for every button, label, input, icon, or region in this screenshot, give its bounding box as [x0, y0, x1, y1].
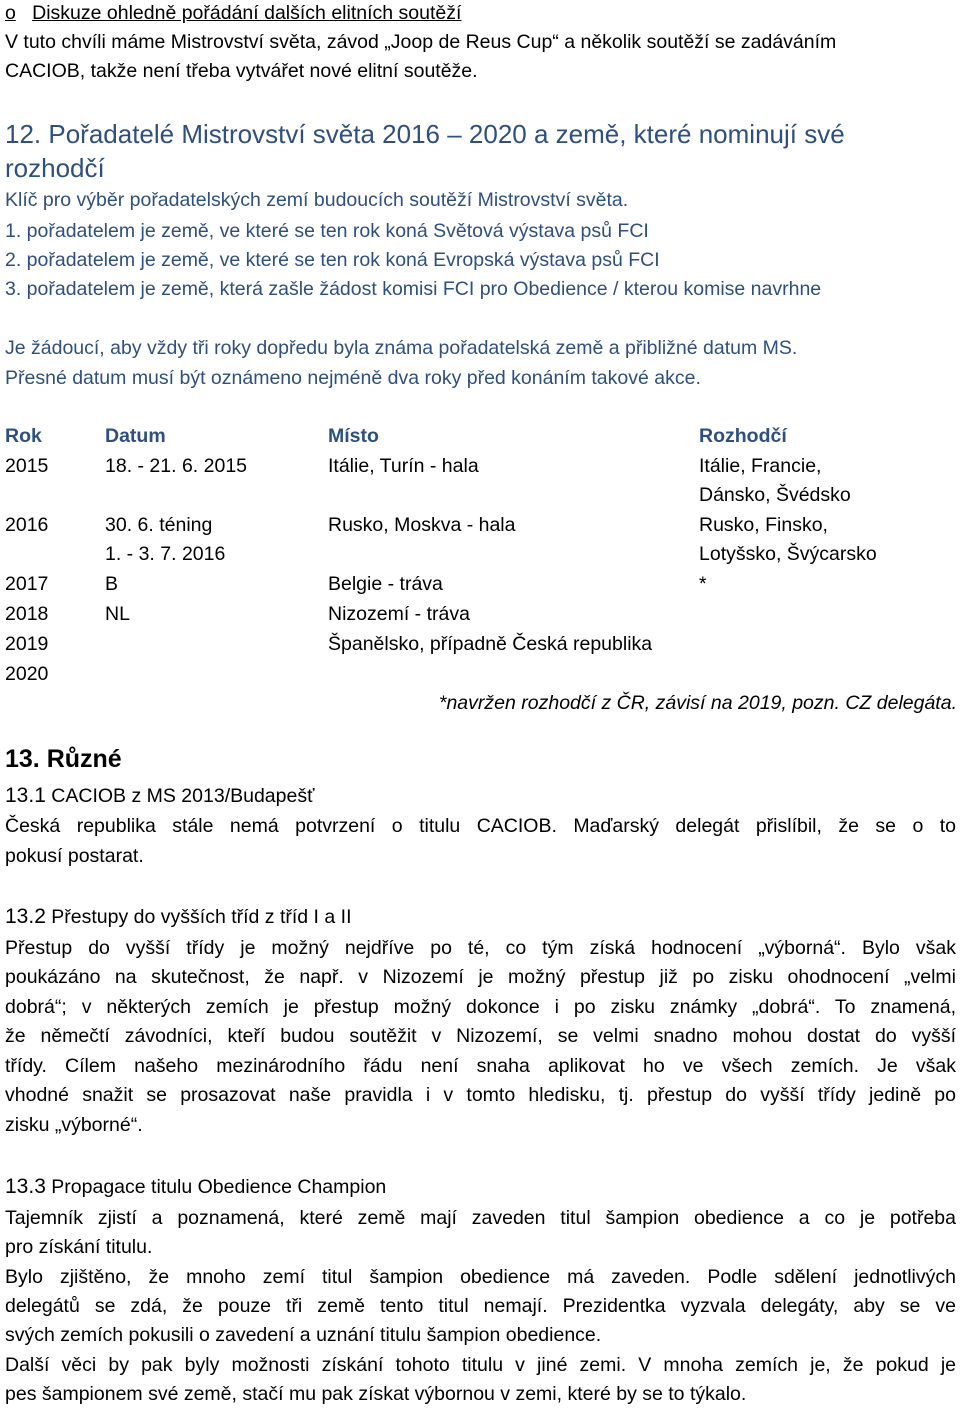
paragraph-line: delegátů se zdá, že pouze tři země tento titul nemají. Prezidentka vyzvala delegáty, aby se ve: [5, 1295, 956, 1317]
subsection-number: 13.3: [5, 1175, 46, 1198]
bullet-marker: o: [5, 2, 16, 24]
rule-2: 2. pořadatelem je země, ve které se ten rok koná Evropská výstava psů FCI: [5, 249, 660, 271]
paragraph-line: Tajemník zjistí a poznamená, které země mají zaveden titul šampion obedience a co je potřeba: [5, 1207, 956, 1229]
table-cell-rozhodci-cont: Dánsko, Švédsko: [699, 484, 851, 506]
table-cell-rozhodci: *: [699, 573, 707, 595]
table-footnote: *navržen rozhodčí z ČR, závisí na 2019, pozn. CZ delegáta.: [438, 692, 957, 714]
subsection-title: Propagace titulu Obedience Champion: [45, 1176, 387, 1198]
table-cell-rok: 2015: [5, 455, 49, 477]
paragraph-line: pro získání titulu.: [5, 1236, 153, 1258]
paragraph-line: poukázáno na skutečnost, že např. v Nizozemí je možný přestup již po zisku ohodnocení „velmi: [5, 966, 956, 988]
table-header-rozhodci: Rozhodčí: [699, 425, 787, 447]
note-2: Přesné datum musí být oznámeno nejméně dva roky před konáním takové akce.: [5, 367, 701, 389]
bullet-heading: [5, 0, 461, 26]
paragraph-line: zisku „výborné“.: [5, 1114, 143, 1136]
section-12-title: 12. Pořadatelé Mistrovství světa 2016 – 2020 a země, které nominují své: [5, 119, 845, 149]
subsection-13-2-heading: [5, 904, 352, 930]
section-heading: Diskuze ohledně pořádání dalších elitních soutěží: [32, 2, 462, 24]
paragraph-line: vhodné snažit se prosazovat naše pravidla i v tomto hledisku, tj. přestup do vyšší třídy jedině po: [5, 1084, 956, 1106]
paragraph-line: svých zemích pokusili o zavedení a uznání titulu šampion obedience.: [5, 1324, 602, 1346]
note-1: Je žádoucí, aby vždy tři roky dopředu byla známa pořadatelská země a přibližné datum MS.: [5, 337, 798, 359]
table-cell-datum: 18. - 21. 6. 2015: [105, 455, 248, 477]
table-cell-rozhodci-cont: Lotyšsko, Švýcarsko: [699, 543, 877, 565]
table-header-rok: Rok: [5, 425, 42, 447]
table-cell-rok: 2019: [5, 633, 49, 655]
rule-3: 3. pořadatelem je země, která zašle žádost komisi FCI pro Obedience / kterou komise navrhne: [5, 278, 822, 300]
table-cell-rozhodci: Itálie, Francie,: [699, 455, 822, 477]
paragraph-line: Přestup do vyšší třídy je možný nejdříve po té, co tým získá hodnocení „výborná“. Bylo však: [5, 937, 956, 959]
table-cell-misto: Belgie - tráva: [328, 573, 443, 595]
table-cell-misto: Španělsko, případně Česká republika: [328, 633, 653, 655]
paragraph-line: třídy. Cílem našeho mezinárodního řádu není snaha aplikovat ho ve všech zemích. Je však: [5, 1055, 956, 1077]
table-cell-datum: NL: [105, 603, 130, 625]
paragraph-line: pes šampionem své země, stačí mu pak získat výbornou v zemi, které by se to týkalo.: [5, 1383, 747, 1405]
paragraph-line: Další věci by pak byly možnosti získání tohoto titulu v jiné zemi. V mnoha zemích je, že pokud je: [5, 1354, 956, 1376]
table-cell-misto: Itálie, Turín - hala: [328, 455, 479, 477]
table-cell-datum: 30. 6. téning: [105, 514, 213, 536]
section-12-title-cont: rozhodčí: [5, 153, 105, 183]
subsection-title: Přestupy do vyšších tříd z tříd I a II: [45, 906, 352, 928]
table-cell-rok: 2016: [5, 514, 49, 536]
table-cell-rok: 2018: [5, 603, 49, 625]
paragraph-line: V tuto chvíli máme Mistrovství světa, závod „Joop de Reus Cup“ a několik soutěží se zadáváním: [5, 31, 837, 53]
subsection-number: 13.2: [5, 905, 46, 928]
table-cell-misto: Nizozemí - tráva: [328, 603, 470, 625]
paragraph-line: pokusí postarat.: [5, 845, 144, 867]
subsection-13-1-heading: [5, 783, 314, 809]
table-header-datum: Datum: [105, 425, 166, 447]
table-cell-rok: 2017: [5, 573, 49, 595]
section-13-title: 13. Různé: [5, 745, 122, 773]
table-cell-misto: Rusko, Moskva - hala: [328, 514, 516, 536]
paragraph-line: Česká republika stále nemá potvrzení o titulu CACIOB. Maďarský delegát přislíbil, že se o to: [5, 815, 956, 837]
table-cell-datum-cont: 1. - 3. 7. 2016: [105, 543, 226, 565]
table-cell-rok: 2020: [5, 663, 49, 685]
table-header-misto: Místo: [328, 425, 379, 447]
table-cell-datum: B: [105, 573, 119, 595]
paragraph-line: že němečtí závodníci, kteří budou soutěžit v Nizozemí, se velmi snadno mohou dostat do vyšší: [5, 1025, 956, 1047]
rule-1: 1. pořadatelem je země, ve které se ten rok koná Světová výstava psů FCI: [5, 220, 649, 242]
subsection-number: 13.1: [5, 784, 46, 807]
table-cell-rozhodci: Rusko, Finsko,: [699, 514, 828, 536]
paragraph-line: CACIOB, takže není třeba vytvářet nové elitní soutěže.: [5, 60, 478, 82]
subsection-13-3-heading: [5, 1174, 386, 1200]
paragraph-line: Bylo zjištěno, že mnoho zemí titul šampion obedience má zaveden. Podle sdělení jednotlivých: [5, 1266, 956, 1288]
key-text: Klíč pro výběr pořadatelských zemí budoucích soutěží Mistrovství světa.: [5, 189, 629, 211]
subsection-title: CACIOB z MS 2013/Budapešť: [45, 785, 315, 807]
paragraph-line: dobrá“; v některých zemích je přestup možný dokonce i po zisku známky „dobrá“. To znamená,: [5, 996, 956, 1018]
